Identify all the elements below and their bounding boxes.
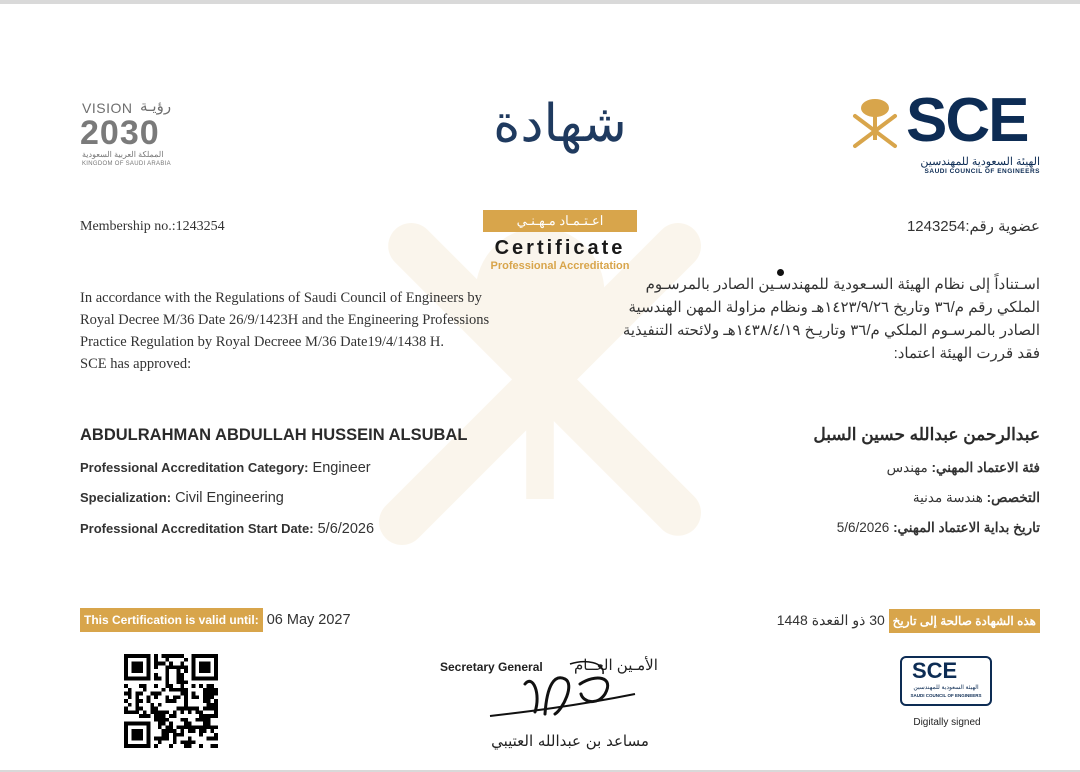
- certificate-subtitle: Professional Accreditation: [490, 260, 630, 272]
- vision-kingdom-english: KINGDOM OF SAUDI ARABIA: [82, 161, 171, 167]
- specialization-row-arabic: التخصص: هندسة مدنية: [912, 490, 1040, 505]
- membership-english: Membership no.:1243254: [80, 219, 225, 234]
- sce-wordmark: SCE: [906, 86, 1028, 155]
- qr-code[interactable]: [124, 654, 218, 748]
- vision-number: 2030: [80, 114, 160, 152]
- specialization-row-english: Specialization: Civil Engineering: [80, 490, 284, 506]
- membership-arabic: عضوية رقم:1243254: [906, 218, 1040, 235]
- validity-english: This Certification is valid until: 06 May 2027: [80, 612, 351, 628]
- palm-swords-icon: [850, 96, 900, 152]
- approval-paragraph-arabic: اسـتناداً إلى نظام الهيئة السـعودية للمهندسـين الصادر بالمرسـوم الملكي رقم م/٣٦ وتاريخ ١٤٢٣/٩/٢٦هـ ونظام مزاولة المهن الهندسية الصادر بالمرسـوم الملكي م/٣٦ وتاريـخ ١٤٣٨/٤/١٩هـ ولائحته التنفيذية فقد قررت الهيئة اعتماد:: [622, 276, 1040, 362]
- signer-name-arabic: مساعد بن عبدالله العتيبي: [491, 732, 649, 750]
- stamp-arabic-name: الهيئة السعودية للمهندسين: [913, 685, 979, 691]
- sce-arabic-name: الهيئة السعودية للمهندسين: [920, 156, 1040, 168]
- stamp-english-name: SAUDI COUNCIL OF ENGINEERS: [910, 693, 982, 698]
- vision-word: VISION: [82, 100, 133, 116]
- vision-arabic: رؤيـة: [140, 98, 172, 115]
- validity-label-badge: This Certification is valid until:: [80, 608, 263, 632]
- validity-arabic-badge: هذه الشهادة صالحة إلى تاريخ: [889, 609, 1040, 633]
- accreditation-arabic-band: اعـتـمـاد مـهـنـي: [483, 210, 637, 232]
- approval-paragraph-english: In accordance with the Regulations of Saudi Council of Engineers by Royal Decree M/36 Date 26/9/1423H and the Engineering Professions Practice Regulation by Royal Decreee M/36 Date19/4/1438 H. SCE has approved:: [80, 290, 490, 372]
- start-date-row-arabic: تاريخ بداية الاعتماد المهني: 5/6/2026: [836, 520, 1040, 535]
- sce-english-name: SAUDI COUNCIL OF ENGINEERS: [924, 168, 1040, 175]
- holder-name-arabic: عبدالرحمن عبدالله حسين السبل: [813, 425, 1040, 444]
- digitally-signed-label: Digitally signed: [913, 717, 981, 728]
- category-row-arabic: فئة الاعتماد المهني: مهندس: [886, 460, 1040, 475]
- vision-kingdom-arabic: المملكة العربية السعودية: [82, 150, 164, 159]
- certificate-title-arabic: شهادة: [493, 94, 627, 154]
- start-date-row-english: Professional Accreditation Start Date: 5/6/2026: [80, 521, 375, 537]
- secretary-general-title-arabic: الأمـين العــام: [574, 657, 658, 674]
- category-row-english: Professional Accreditation Category: Engineer: [80, 460, 371, 476]
- secretary-general-title: Secretary General: [440, 660, 543, 674]
- validity-arabic: هذه الشهادة صالحة إلى تاريخ 30 ذو القعدة 1448: [777, 612, 1040, 629]
- handwritten-signature: [485, 654, 645, 736]
- holder-name-english: ABDULRAHMAN ABDULLAH HUSSEIN ALSUBAL: [80, 426, 468, 444]
- certificate-page: [0, 4, 1080, 770]
- stamp-wordmark: SCE: [912, 658, 958, 683]
- certificate-title: Certificate: [494, 237, 626, 259]
